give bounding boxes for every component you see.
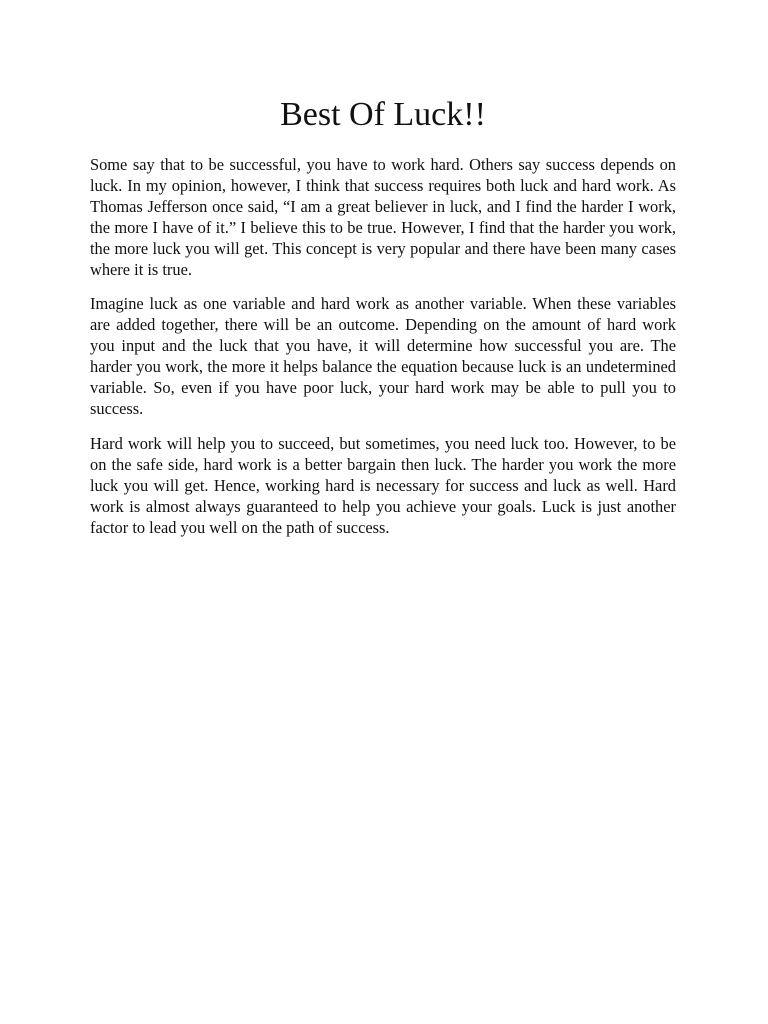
paragraph-2: Imagine luck as one variable and hard work as another variable. When these variables are added together, there will be an outcome. Depending on the amount of hard work you input and the luck that you have, it will determine how successful you are. The harder you work, the more it helps balance the equation because luck is an undetermined variable. So, even if you have poor luck, your hard work may be able to pull you to success.: [90, 294, 676, 418]
document-title: Best Of Luck!!: [280, 96, 486, 133]
paragraph-3: Hard work will help you to succeed, but sometimes, you need luck too. However, to be on the safe side, hard work is a better bargain then luck. The harder you work the more luck you will get. Hence, working hard is necessary for success and luck as well. Hard work is almost always guaranteed to help you achieve your goals. Luck is just another factor to lead you well on the path of success.: [90, 433, 676, 537]
document-page: [90, 94, 676, 552]
paragraph-1: Some say that to be successful, you have to work hard. Others say success depends on luck. In my opinion, however, I think that success requires both luck and hard work. As Thomas Jefferson once said, “I am a great believer in luck, and I find the harder I work, the more I have of it.” I believe this to be true. However, I find that the harder you work, the more luck you will get. This concept is very popular and there have been many cases where it is true.: [90, 155, 676, 279]
